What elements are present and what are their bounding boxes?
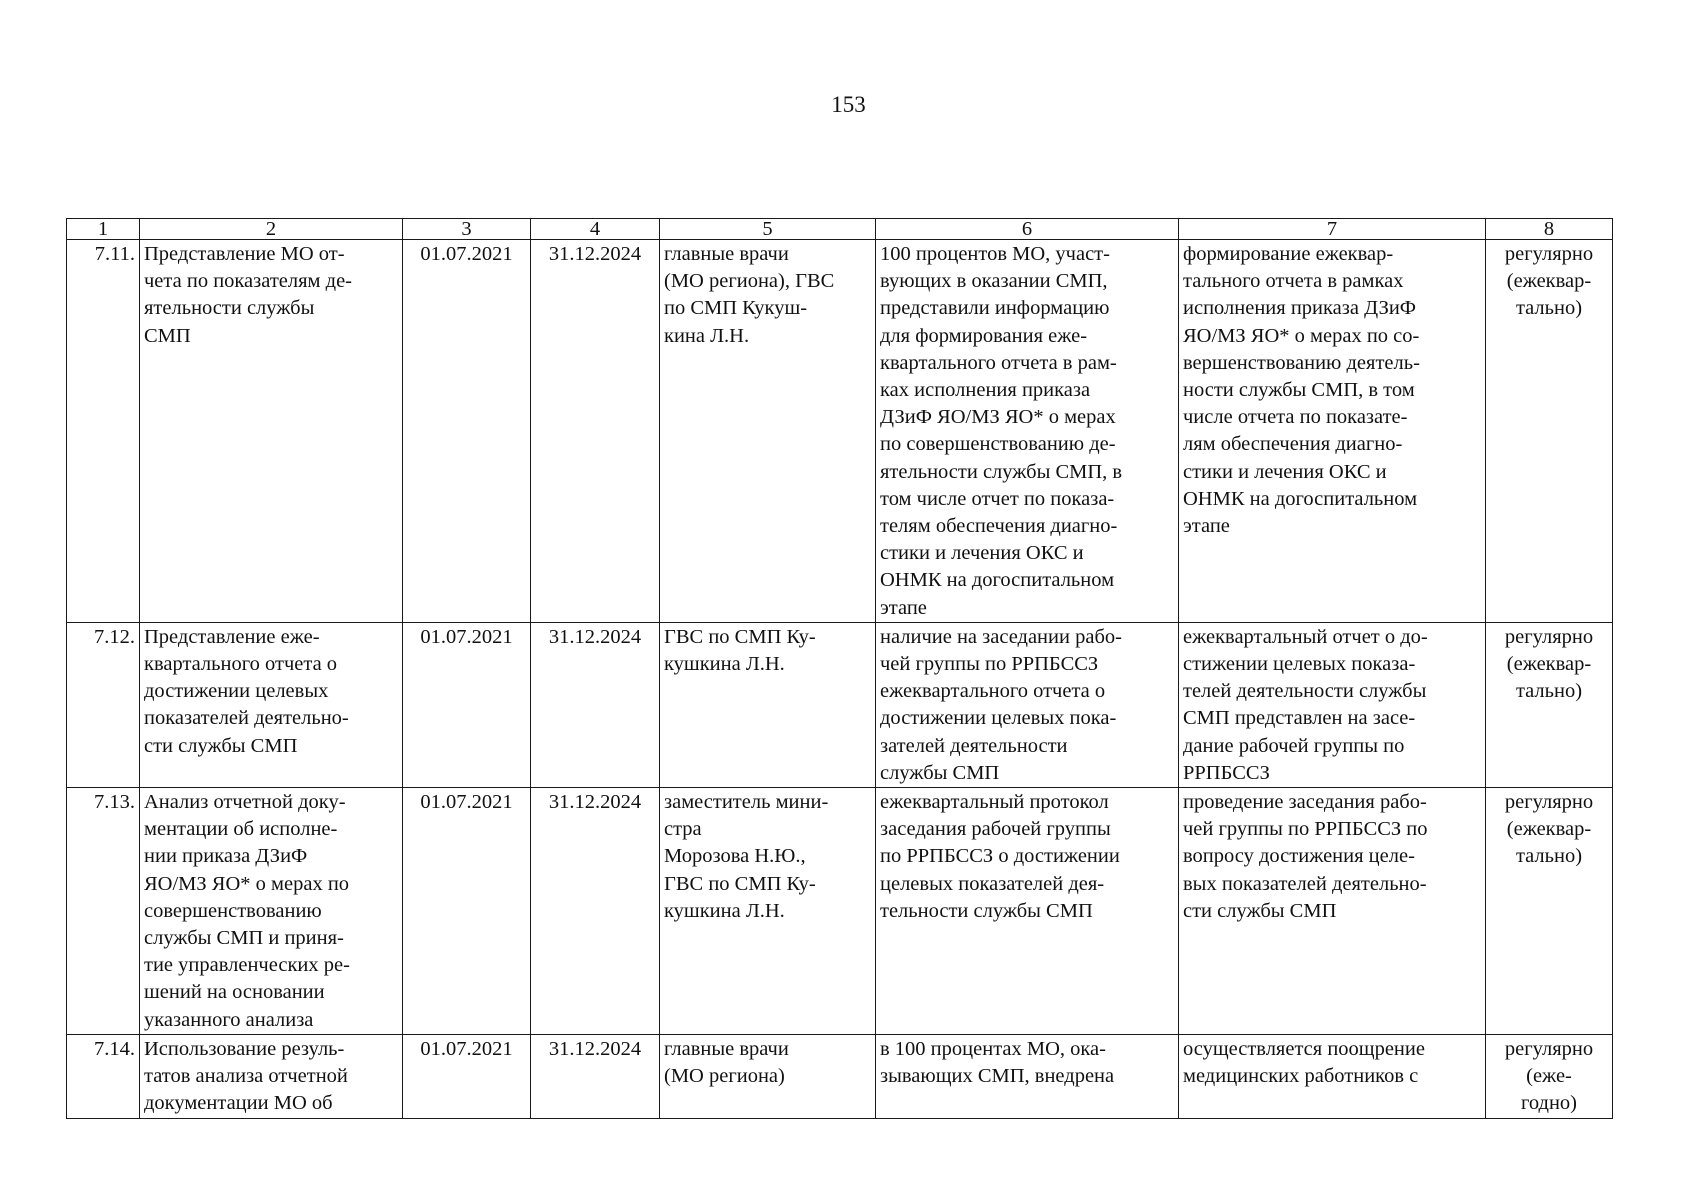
indicator-text-line: вующих в оказании СМП, [880,270,1108,293]
column-number: 4 [531,219,660,240]
indicator-cell [876,788,1179,1035]
result-text-line: числе отчета по показате- [1183,406,1408,429]
action-text-line: тие управленческих ре- [144,954,350,977]
frequency-text-line: тально) [1515,297,1583,320]
table-row [67,1034,1613,1118]
result-text-line: ЯО/МЗ ЯО* о мерах по со- [1183,324,1420,347]
indicator-cell [876,1034,1179,1118]
action-cell [140,240,403,623]
responsible-text-line: заместитель мини- [664,791,829,814]
indicator-text-line: зывающих СМП, внедрена [880,1065,1115,1088]
indicator-text-line: по совершенствованию де- [880,433,1116,456]
action-text-line: совершенствованию [144,899,322,922]
responsible-text-line: (МО региона), ГВС [664,270,835,293]
result-text-line: СМП представлен на засе- [1183,707,1416,730]
responsible-text-line: по СМП Кукуш- [664,297,808,320]
end-date: 31.12.2024 [531,240,660,623]
frequency-text-line: тально) [1515,680,1583,703]
end-date: 31.12.2024 [531,1034,660,1118]
indicator-cell [876,240,1179,623]
frequency-cell [1486,622,1613,787]
indicator-text-line: ежеквартального отчета о [880,680,1106,703]
frequency-text-line: регулярно [1504,1037,1594,1060]
column-number-row [67,219,1613,240]
indicator-text-line: квартального отчета в рам- [880,351,1117,374]
result-text-line: стижении целевых показа- [1183,653,1416,676]
result-text-line: исполнения приказа ДЗиФ [1183,297,1417,320]
indicator-text-line: представили информацию [880,297,1110,320]
indicator-text-line: ОНМК на догоспитальном [880,569,1115,592]
action-cell [140,622,403,787]
start-date: 01.07.2021 [403,240,531,623]
result-text-line: вершенствованию деятель- [1183,351,1420,374]
result-text-line: ежеквартальный отчет о до- [1183,625,1428,648]
result-text-line: ОНМК на догоспитальном [1183,487,1418,510]
result-text-line: этапе [1183,515,1230,538]
responsible-cell [660,788,876,1035]
action-cell [140,1034,403,1118]
item-number: 7.14. [67,1034,140,1118]
indicator-text-line: чей группы по РРПБССЗ [880,653,1099,676]
responsible-cell [660,240,876,623]
indicator-text-line: службы СМП [880,761,1000,784]
frequency-text-line: регулярно [1504,243,1594,265]
result-cell [1179,788,1486,1035]
result-text-line: дание рабочей группы по [1183,734,1405,757]
action-text-line: Использование резуль- [144,1037,345,1060]
responsible-cell [660,1034,876,1118]
responsible-text-line: ГВС по СМП Ку- [664,625,816,648]
action-text-line: Представление еже- [144,625,320,648]
result-text-line: вопросу достижения целе- [1183,845,1415,868]
indicator-text-line: ках исполнения приказа [880,379,1091,402]
responsible-cell [660,622,876,787]
result-text-line: вых показателей деятельно- [1183,872,1427,895]
column-number: 8 [1486,219,1613,240]
responsible-text-line: главные врачи [664,1037,789,1060]
result-text-line: медицинских работников с [1183,1065,1419,1088]
start-date: 01.07.2021 [403,788,531,1035]
action-text-line: шений на основании [144,981,325,1004]
frequency-cell [1486,1034,1613,1118]
frequency-text-line: (ежеквар- [1506,653,1592,676]
indicator-text-line: ежеквартальный протокол [880,791,1109,814]
result-cell [1179,240,1486,623]
responsible-text-line: стра [664,818,702,841]
column-number: 6 [876,219,1179,240]
table-row [67,240,1613,623]
action-text-line: татов анализа отчетной [144,1065,348,1088]
indicator-text-line: заседания рабочей группы [880,818,1111,841]
indicator-text-line: телям обеспечения диагно- [880,515,1118,538]
action-plan-table [66,218,1613,1119]
action-text-line: ЯО/МЗ ЯО* о мерах по [144,872,350,895]
action-text-line: нии приказа ДЗиФ [144,845,308,868]
item-number: 7.12. [67,622,140,787]
action-text-line: ментации об исполне- [144,818,338,841]
result-text-line: ности службы СМП, в том [1183,379,1415,402]
action-text-line: ятельности службы [144,297,315,320]
start-date: 01.07.2021 [403,1034,531,1118]
indicator-text-line: тельности службы СМП [880,899,1093,922]
result-text-line: лям обеспечения диагно- [1183,433,1403,456]
indicator-text-line: стики и лечения ОКС и [880,542,1084,565]
frequency-text-line: (еже- [1526,1065,1572,1088]
action-text-line: достижении целевых [144,680,329,703]
column-number: 3 [403,219,531,240]
responsible-text-line: Морозова Н.Ю., [664,845,806,868]
result-text-line: РРПБССЗ [1183,761,1270,784]
item-number: 7.13. [67,788,140,1035]
indicator-text-line: наличие на заседании рабо- [880,625,1122,648]
frequency-text-line: регулярно [1504,625,1594,648]
result-text-line: тального отчета в рамках [1183,270,1404,293]
end-date: 31.12.2024 [531,788,660,1035]
page-number: 153 [831,92,866,117]
end-date: 31.12.2024 [531,622,660,787]
result-text-line: формирование ежеквар- [1183,243,1394,265]
responsible-text-line: кушкина Л.Н. [664,899,785,922]
responsible-text-line: главные врачи [664,243,789,265]
action-cell [140,788,403,1035]
indicator-text-line: 100 процентов МО, участ- [880,243,1110,265]
action-text-line: документации МО об [144,1092,333,1115]
action-text-line: службы СМП и приня- [144,927,344,950]
indicator-text-line: по РРПБССЗ о достижении [880,845,1120,868]
result-text-line: стики и лечения ОКС и [1183,460,1387,483]
column-number: 5 [660,219,876,240]
frequency-text-line: (ежеквар- [1506,270,1592,293]
frequency-text-line: регулярно [1504,791,1594,814]
action-text-line: квартального отчета о [144,653,338,676]
indicator-text-line: для формирования еже- [880,324,1088,347]
indicator-text-line: достижении целевых пока- [880,707,1117,730]
action-text-line: Представление МО от- [144,243,345,265]
responsible-text-line: (МО региона) [664,1065,785,1088]
action-text-line: сти службы СМП [144,734,298,757]
frequency-text-line: годно) [1520,1092,1578,1115]
start-date: 01.07.2021 [403,622,531,787]
indicator-text-line: целевых показателей дея- [880,872,1105,895]
table-row [67,622,1613,787]
action-text-line: указанного анализа [144,1008,314,1031]
indicator-cell [876,622,1179,787]
responsible-text-line: ГВС по СМП Ку- [664,872,816,895]
frequency-text-line: тально) [1515,845,1583,868]
action-text-line: СМП [144,324,191,347]
responsible-text-line: кушкина Л.Н. [664,653,785,676]
action-text-line: Анализ отчетной доку- [144,791,346,814]
indicator-text-line: в 100 процентах МО, ока- [880,1037,1106,1060]
frequency-cell [1486,240,1613,623]
indicator-text-line: этапе [880,596,927,619]
action-text-line: показателей деятельно- [144,707,349,730]
result-text-line: проведение заседания рабо- [1183,791,1427,814]
action-text-line: чета по показателям де- [144,270,352,293]
responsible-text-line: кина Л.Н. [664,324,750,347]
frequency-cell [1486,788,1613,1035]
result-text-line: чей группы по РРПБССЗ по [1183,818,1428,841]
result-text-line: сти службы СМП [1183,899,1337,922]
frequency-text-line: (ежеквар- [1506,818,1592,841]
column-number: 2 [140,219,403,240]
result-text-line: осуществляется поощрение [1183,1037,1425,1060]
indicator-text-line: зателей деятельности [880,734,1068,757]
indicator-text-line: ятельности службы СМП, в [880,460,1123,483]
result-text-line: телей деятельности службы [1183,680,1427,703]
result-cell [1179,1034,1486,1118]
indicator-text-line: том числе отчет по показа- [880,487,1115,510]
indicator-text-line: ДЗиФ ЯО/МЗ ЯО* о мерах [880,406,1116,429]
column-number: 1 [67,219,140,240]
result-cell [1179,622,1486,787]
column-number: 7 [1179,219,1486,240]
table-row [67,788,1613,1035]
item-number: 7.11. [67,240,140,623]
